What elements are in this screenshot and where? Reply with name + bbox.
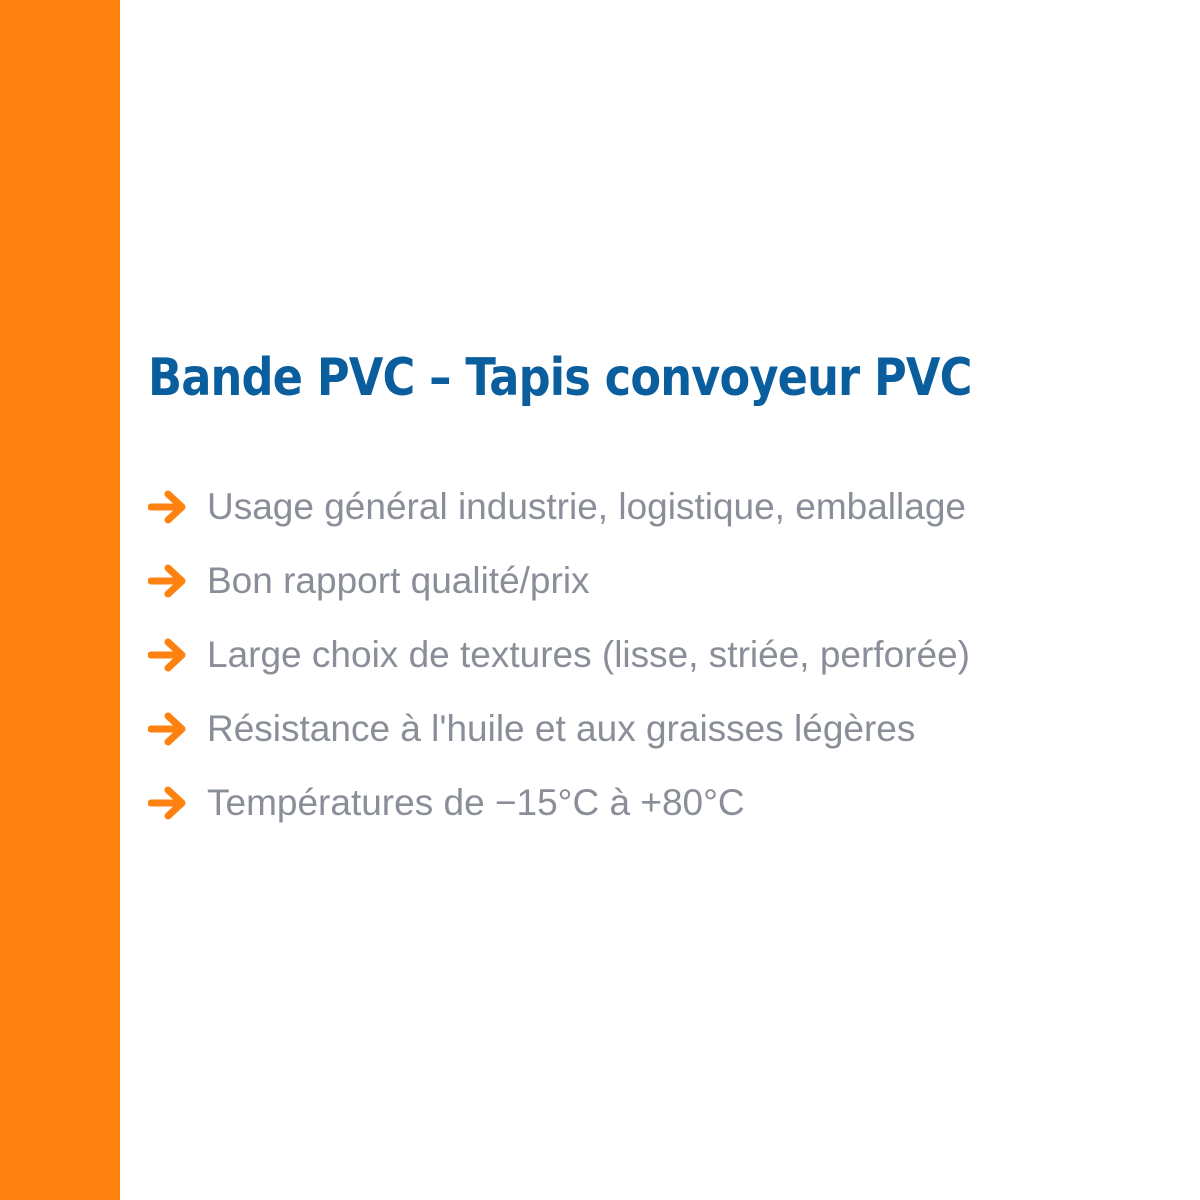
list-item-text: Usage général industrie, logistique, emballage (207, 486, 966, 527)
list-item-text: Bon rapport qualité/prix (207, 560, 590, 601)
arrow-right-icon (148, 785, 192, 821)
list-item (148, 618, 1178, 692)
arrow-right-icon (148, 489, 192, 525)
arrow-right-icon (148, 637, 192, 673)
list-item (148, 470, 1178, 544)
page-title: Bande PVC – Tapis convoyeur PVC (148, 348, 972, 408)
list-item (148, 692, 1178, 766)
list-item (148, 766, 1178, 840)
arrow-right-icon (148, 563, 192, 599)
list-item-text: Large choix de textures (lisse, striée, perforée) (207, 634, 970, 675)
arrow-right-icon (148, 711, 192, 747)
list-item (148, 544, 1178, 618)
orange-side-bar (0, 0, 120, 1200)
feature-list (148, 470, 1178, 840)
content-block (148, 338, 1178, 840)
list-item-text: Résistance à l'huile et aux graisses légères (207, 708, 916, 749)
list-item-text: Températures de −15°C à +80°C (207, 782, 745, 823)
